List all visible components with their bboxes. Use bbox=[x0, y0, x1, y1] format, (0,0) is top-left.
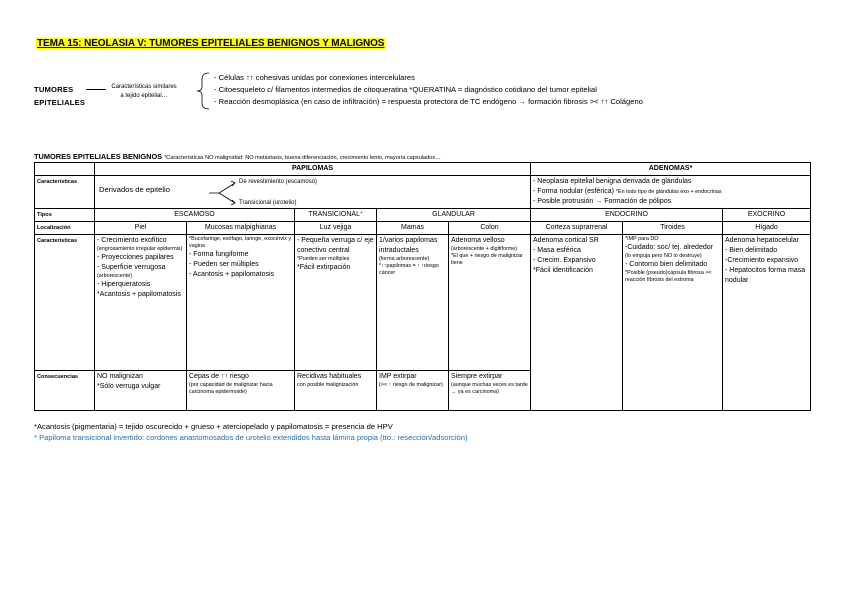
heading-line-2: EPITELIALES bbox=[34, 98, 86, 107]
note-papiloma-invertido: * Papiloma transicional invertido: cordones anastomosados de urotelio extendidos hasta lámina propia (tto.: resección/adsorción) bbox=[34, 433, 468, 442]
cons-mamas: IMP extirpar (>< ↑ riesgo de malignizar) bbox=[377, 371, 449, 411]
table-row bbox=[35, 176, 811, 209]
empty-cell bbox=[35, 163, 95, 176]
row-label-localizacion: Localización bbox=[35, 222, 95, 235]
caract-line-1: Características similares bbox=[111, 84, 177, 90]
tipo-escamoso: ESCAMOSO bbox=[95, 209, 295, 222]
adenomas-caracteristicas bbox=[531, 176, 811, 209]
row-label-caracteristicas-2: Características bbox=[35, 235, 95, 371]
aden-car-1: - Neoplasia epitelial benigna derivada de glándulas bbox=[533, 178, 692, 185]
loc-higado: Hígado bbox=[723, 222, 811, 235]
loc-vejiga: Luz vejiga bbox=[295, 222, 377, 235]
section-heading bbox=[34, 152, 441, 161]
tipo-endocrino: ENDOCRINO bbox=[531, 209, 723, 222]
row-label-tipos: Tipos bbox=[35, 209, 95, 222]
brace-icon bbox=[196, 71, 212, 111]
papilomas-header: PAPILOMAS bbox=[95, 163, 531, 176]
table-row bbox=[35, 163, 811, 176]
page-title: TEMA 15: NEOLASIA V: TUMORES EPITELIALES BENIGNOS Y MALIGNOS bbox=[37, 38, 385, 49]
tipo-exocrino: EXOCRINO bbox=[723, 209, 811, 222]
row-label-caracteristicas: Características bbox=[35, 176, 95, 209]
loc-corteza: Corteza suprarrenal bbox=[531, 222, 623, 235]
bullet-1: - Células ↑↑ cohesivas unidas por conexiones intercelulares bbox=[214, 73, 415, 82]
loc-colon: Colon bbox=[449, 222, 531, 235]
split-arrow-icon bbox=[209, 178, 237, 208]
cons-piel: NO malignizan *Sólo verruga vulgar bbox=[95, 371, 187, 411]
aden-car-2: - Forma nodular (esférica) *En todo tipo de glándulas exo + endocrinas bbox=[533, 188, 722, 195]
car-mucosas: *Bucofaringe, esófago, laringe, exocérvix y vagina - Forma fungiforme - Pueden ser múltiples - Acantosis + papilomatosis bbox=[187, 235, 295, 371]
adenomas-header: ADENOMAS* bbox=[531, 163, 811, 176]
derivados-label: Derivados de epitelio bbox=[99, 185, 170, 194]
bullet-2: - Citoesqueleto c/ filamentos intermedios de citoqueratina *QUERATINA = diagnóstico cotidiano del tumor epitelial bbox=[214, 85, 597, 94]
footnotes bbox=[34, 421, 468, 443]
car-colon: Adenoma velloso (arborescente + digitiforme) *El que + riesgo de malignizar tiene bbox=[449, 235, 531, 371]
car-mamas: 1/varios papilomas intraductales (forma arborescente) *↑↑papilomas = ↑ ↑riesgo cáncer bbox=[377, 235, 449, 371]
car-higado: Adenoma hepatocelular - Bien delimitado -Crecimiento expansivo - Hepatocitos forma masa nodular bbox=[723, 235, 811, 411]
cons-vejiga: Recidivas habituales con posible malignización bbox=[295, 371, 377, 411]
revestimiento-label: De revestimiento (escamoso) bbox=[239, 179, 318, 185]
car-tiroides: *IMP para DD: -Cuidado: soc/ tej. alrededor (lo empuja pero NO lo destruye) - Contorno bien delimitado *Posible (pseudo)cápsula fibrosa >< reacción fibrosis del estroma bbox=[623, 235, 723, 411]
table-row bbox=[35, 222, 811, 235]
section-subtitle: *Características NO malignidad: NO metástasis, buena diferenciación, crecimiento lento, mayoría capsulados… bbox=[164, 155, 441, 161]
section-title: TUMORES EPITELIALES BENIGNOS bbox=[34, 152, 163, 161]
loc-mamas: Mamas bbox=[377, 222, 449, 235]
loc-piel: Piel bbox=[95, 222, 187, 235]
transicional-label: Transicional (urotelio) bbox=[239, 200, 297, 206]
table-row bbox=[35, 209, 811, 222]
caract-line-2: a tejido epitelial… bbox=[120, 93, 168, 99]
car-corteza: Adenoma cortical SR - Masa esférica - Crecim. Expansivo *Fácil identificación bbox=[531, 235, 623, 411]
aden-car-3: - Posible protrusión → Formación de pólipos bbox=[533, 198, 672, 205]
cons-mucosas: Cepas de ↑↑ riesgo (por capacidad de malignizar hacia carcinoma epidermoide) bbox=[187, 371, 295, 411]
row-label-consecuencias: Consecuencias bbox=[35, 371, 95, 411]
loc-tiroides: Tiroides bbox=[623, 222, 723, 235]
tumores-epiteliales-heading bbox=[34, 83, 85, 109]
caracteristicas-similares bbox=[103, 83, 185, 101]
bullet-3: - Reacción desmoplásica (en caso de infiltración) = respuesta protectora de TC endógeno → formación fibrosis >< ↑↑ Colágeno bbox=[214, 97, 643, 106]
papilomas-caracteristicas bbox=[95, 176, 531, 209]
tipo-transicional: TRANSICIONAL* bbox=[295, 209, 377, 222]
cons-colon: Siempre extirpar (aunque muchas veces es tarde → ya es carcinoma) bbox=[449, 371, 531, 411]
car-vejiga: - Pequeña verruga c/ eje conectivo central *Pueden ser múltiples *Fácil extirpación bbox=[295, 235, 377, 371]
car-piel: - Crecimiento exofítico (engrosamiento irregular epidermis) - Proyecciones papilares - Superficie verrugosa (arborescente) - Hiperqueratosis *Acantosis + papilomatosis bbox=[95, 235, 187, 371]
intro-bullets bbox=[214, 72, 643, 108]
benign-tumors-table bbox=[34, 162, 811, 411]
tipo-glandular: GLANDULAR bbox=[377, 209, 531, 222]
loc-mucosas: Mucosas malpighianas bbox=[187, 222, 295, 235]
note-acantosis: *Acantosis (pigmentaria) = tejido oscurecido + grueso + aterciopelado y papilomatosis = presencia de HPV bbox=[34, 422, 393, 431]
table-row bbox=[35, 235, 811, 371]
heading-line-1: TUMORES bbox=[34, 85, 74, 94]
